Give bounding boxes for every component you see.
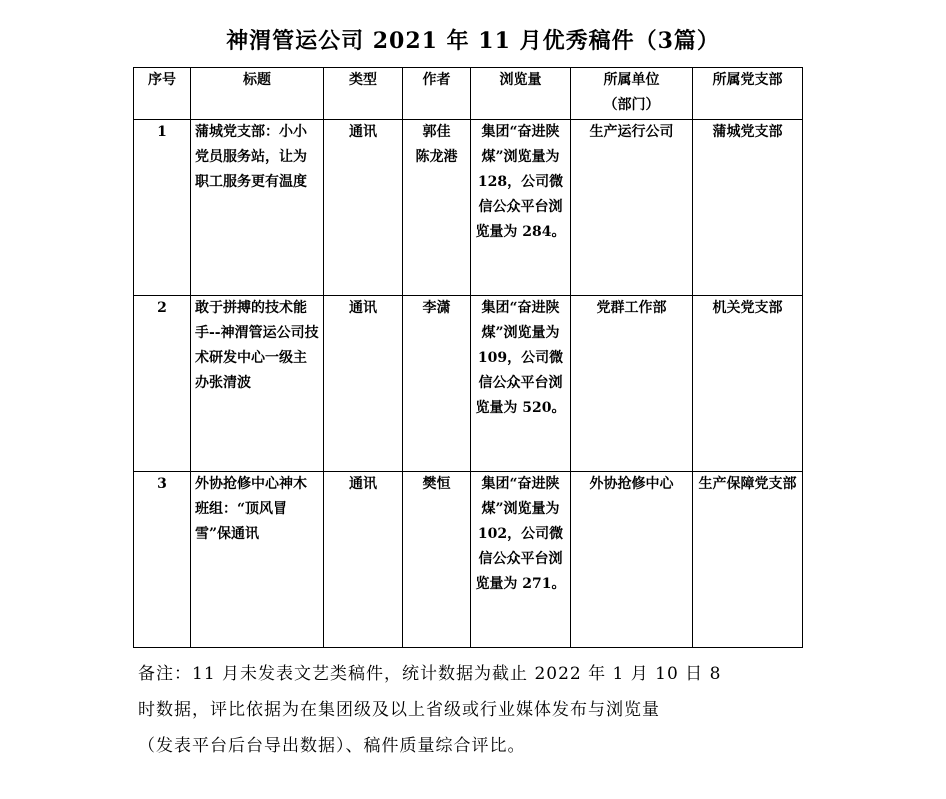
cell-author [403, 296, 471, 472]
cell-title: 外协抢修中心神木班组：“顶风冒雪”保通讯 [191, 472, 324, 648]
header-author: 作者 [403, 68, 471, 120]
cell-seq: 1 [134, 120, 191, 296]
cell-unit: 党群工作部 [571, 296, 693, 472]
header-seq: 序号 [134, 68, 191, 120]
cell-unit: 外协抢修中心 [571, 472, 693, 648]
cell-type: 通讯 [324, 296, 403, 472]
header-title: 标题 [191, 68, 324, 120]
table-row [134, 296, 803, 472]
manuscript-table [133, 67, 803, 648]
remarks-line-2: 时数据，评比依据为在集团级及以上省级或行业媒体发布与浏览量 [138, 700, 660, 720]
cell-author [403, 120, 471, 296]
cell-branch: 机关党支部 [693, 296, 803, 472]
header-unit-line2: （部门） [603, 97, 660, 113]
cell-author-1: 樊恒 [422, 476, 451, 492]
cell-type: 通讯 [324, 120, 403, 296]
cell-title: 蒲城党支部：小小党员服务站，让为职工服务更有温度 [191, 120, 324, 296]
cell-seq: 3 [134, 472, 191, 648]
header-branch: 所属党支部 [693, 68, 803, 120]
cell-type: 通讯 [324, 472, 403, 648]
cell-seq: 2 [134, 296, 191, 472]
cell-unit: 生产运行公司 [571, 120, 693, 296]
header-type: 类型 [324, 68, 403, 120]
cell-views: 集团“奋进陕煤”浏览量为 128，公司微信公众平台浏览量为 284。 [471, 120, 571, 296]
cell-views: 集团“奋进陕煤”浏览量为 102，公司微信公众平台浏览量为 271。 [471, 472, 571, 648]
document-title: 神渭管运公司 2021 年 11 月优秀稿件（3篇） [226, 28, 720, 54]
cell-views: 集团“奋进陕煤”浏览量为 109，公司微信公众平台浏览量为 520。 [471, 296, 571, 472]
cell-title: 敢于拼搏的技术能手--神渭管运公司技术研发中心一级主办张清波 [191, 296, 324, 472]
header-views: 浏览量 [471, 68, 571, 120]
cell-branch: 蒲城党支部 [693, 120, 803, 296]
table-row [134, 472, 803, 648]
remarks-line-3: （发表平台后台导出数据）、稿件质量综合评比。 [138, 736, 526, 756]
cell-author-1: 李潇 [422, 300, 451, 316]
header-unit-line1: 所属单位 [603, 72, 660, 88]
table-row [134, 120, 803, 296]
cell-author-2: 陈龙港 [415, 149, 458, 165]
header-unit [571, 68, 693, 120]
table-header-row [134, 68, 803, 120]
remarks-note [138, 656, 810, 764]
remarks-line-1: 备注：11 月未发表文艺类稿件，统计数据为截止 2022 年 1 月 10 日 8 [138, 664, 722, 684]
cell-author [403, 472, 471, 648]
cell-branch: 生产保障党支部 [693, 472, 803, 648]
cell-author-1: 郭佳 [422, 124, 451, 140]
